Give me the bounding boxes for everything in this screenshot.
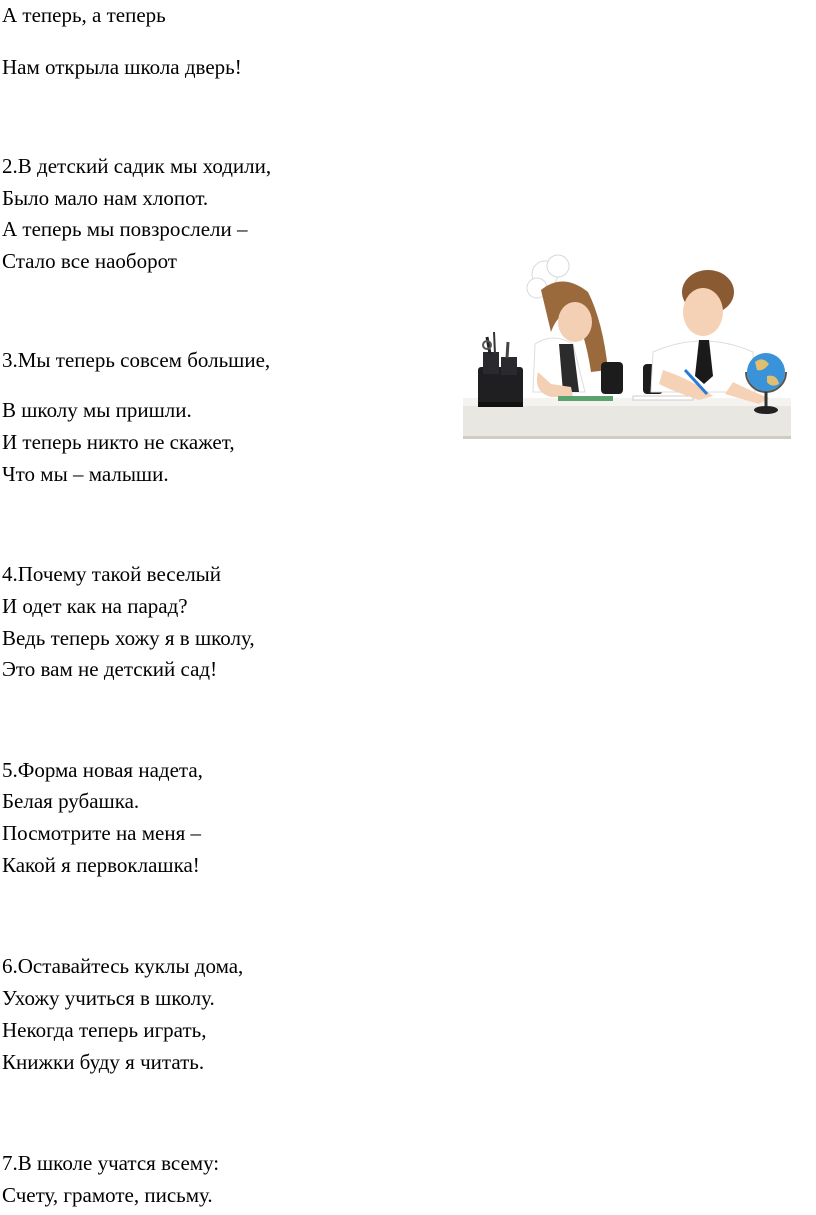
- stanza-6-line-3: Некогда теперь играть,: [2, 1018, 207, 1042]
- stanza-4-line-3: Ведь теперь хожу я в школу,: [2, 626, 255, 650]
- poem-intro-line-2: Нам открыла школа дверь!: [2, 55, 242, 79]
- stanza-7-line-1: 7.В школе учатся всему:: [2, 1151, 220, 1175]
- stanza-2-line-3: А теперь мы повзрослели –: [2, 217, 248, 241]
- girl-figure: [527, 255, 623, 397]
- stanza-2-line-1: 2.В детский садик мы ходили,: [2, 154, 272, 178]
- stanza-3-line-3: И теперь никто не скажет,: [2, 430, 235, 454]
- stanza-3-line-1: 3.Мы теперь совсем большие,: [2, 348, 271, 372]
- stanza-3-line-2: В школу мы пришли.: [2, 398, 192, 422]
- stanza-2-line-4: Стало все наоборот: [2, 249, 177, 273]
- stanza-5-line-3: Посмотрите на меня –: [2, 821, 202, 845]
- poem-intro-line-1: А теперь, а теперь: [2, 3, 166, 27]
- stanza-5-line-1: 5.Форма новая надета,: [2, 758, 203, 782]
- stanza-5-line-2: Белая рубашка.: [2, 789, 140, 813]
- stanza-2-line-2: Было мало нам хлопот.: [2, 186, 209, 210]
- stanza-4-line-2: И одет как на парад?: [2, 594, 188, 618]
- green-notebook: [558, 396, 613, 401]
- white-notebook: [633, 396, 693, 400]
- stanza-7-line-2: Счету, грамоте, письму.: [2, 1183, 213, 1207]
- stanza-6-line-1: 6.Оставайтесь куклы дома,: [2, 954, 244, 978]
- stanza-6-line-4: Книжки буду я читать.: [2, 1050, 205, 1074]
- stanza-4-line-1: 4.Почему такой веселый: [2, 562, 222, 586]
- stanza-3-line-4: Что мы – малыши.: [2, 462, 169, 486]
- stanza-5-line-4: Какой я первоклашка!: [2, 853, 200, 877]
- stanza-6-line-2: Ухожу учиться в школу.: [2, 986, 215, 1010]
- stanza-4-line-4: Это вам не детский сад!: [2, 657, 218, 681]
- pen-holder-icon: [478, 332, 523, 407]
- schoolchildren-at-desk-illustration: [463, 252, 793, 442]
